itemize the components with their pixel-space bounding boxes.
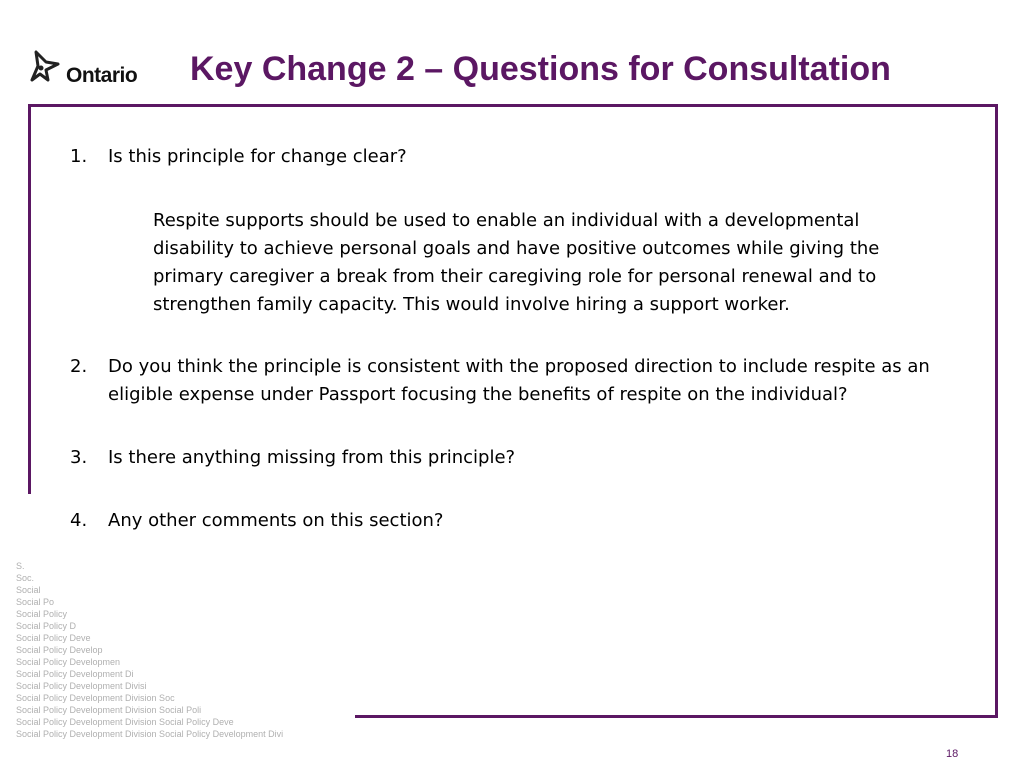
principle-statement: Respite supports should be used to enable an individual with a developmental disability to achieve personal goals and have positive outcomes while giving the primary caregiver a break from their caregiving role for personal renewal and to strengthen family capacity. This would involve hiring a support worker.: [153, 210, 880, 315]
watermark-line: Social: [16, 585, 41, 595]
watermark-line: Social Policy Deve: [16, 633, 91, 643]
watermark-line: Social Policy Development Division Soc: [16, 693, 175, 703]
trillium-icon: [28, 46, 68, 94]
watermark-line: Social Policy D: [16, 621, 77, 631]
page-number: 18: [946, 748, 959, 760]
ontario-logo: [28, 46, 148, 94]
watermark-line: Social Policy Development Di: [16, 669, 134, 679]
question-text: Do you think the principle is consistent with the proposed direction to include respite as an eligible expense under Passport focusing the benefits of respite on the individual?: [108, 356, 930, 405]
question-number: 3.: [70, 447, 88, 468]
question-list: [70, 143, 930, 535]
watermark-line: S.: [16, 561, 25, 571]
question-2: [70, 353, 930, 409]
question-3: [70, 444, 930, 472]
frame-border-top: [28, 104, 998, 107]
watermark-line: Social Policy Development Divisi: [16, 681, 147, 691]
logo-wordmark: Ontario: [66, 64, 138, 87]
frame-border-left: [28, 104, 31, 494]
slide-title: Key Change 2 – Questions for Consultation: [190, 50, 891, 88]
question-1: [70, 143, 930, 171]
question-number: 4.: [70, 510, 88, 531]
question-number: 2.: [70, 356, 88, 377]
question-text: Is this principle for change clear?: [108, 146, 407, 167]
watermark-line: Social Policy Development Division Social Poli: [16, 705, 202, 715]
question-number: 1.: [70, 146, 88, 167]
question-4: [70, 507, 930, 535]
watermark-line: Soc.: [16, 573, 35, 583]
watermark-line: Social Policy Developmen: [16, 657, 121, 667]
watermark-line: Social Po: [16, 597, 55, 607]
watermark-line: Social Policy Development Division Social Policy Development Divi: [16, 729, 284, 739]
frame-border-bottom: [355, 715, 998, 718]
question-text: Any other comments on this section?: [108, 510, 444, 531]
watermark-line: Social Policy Development Division Social Policy Deve: [16, 717, 234, 727]
division-watermark: [16, 560, 336, 740]
watermark-line: Social Policy Develop: [16, 645, 103, 655]
question-text: Is there anything missing from this principle?: [108, 447, 516, 468]
frame-border-right: [995, 104, 998, 718]
watermark-line: Social Policy: [16, 609, 68, 619]
